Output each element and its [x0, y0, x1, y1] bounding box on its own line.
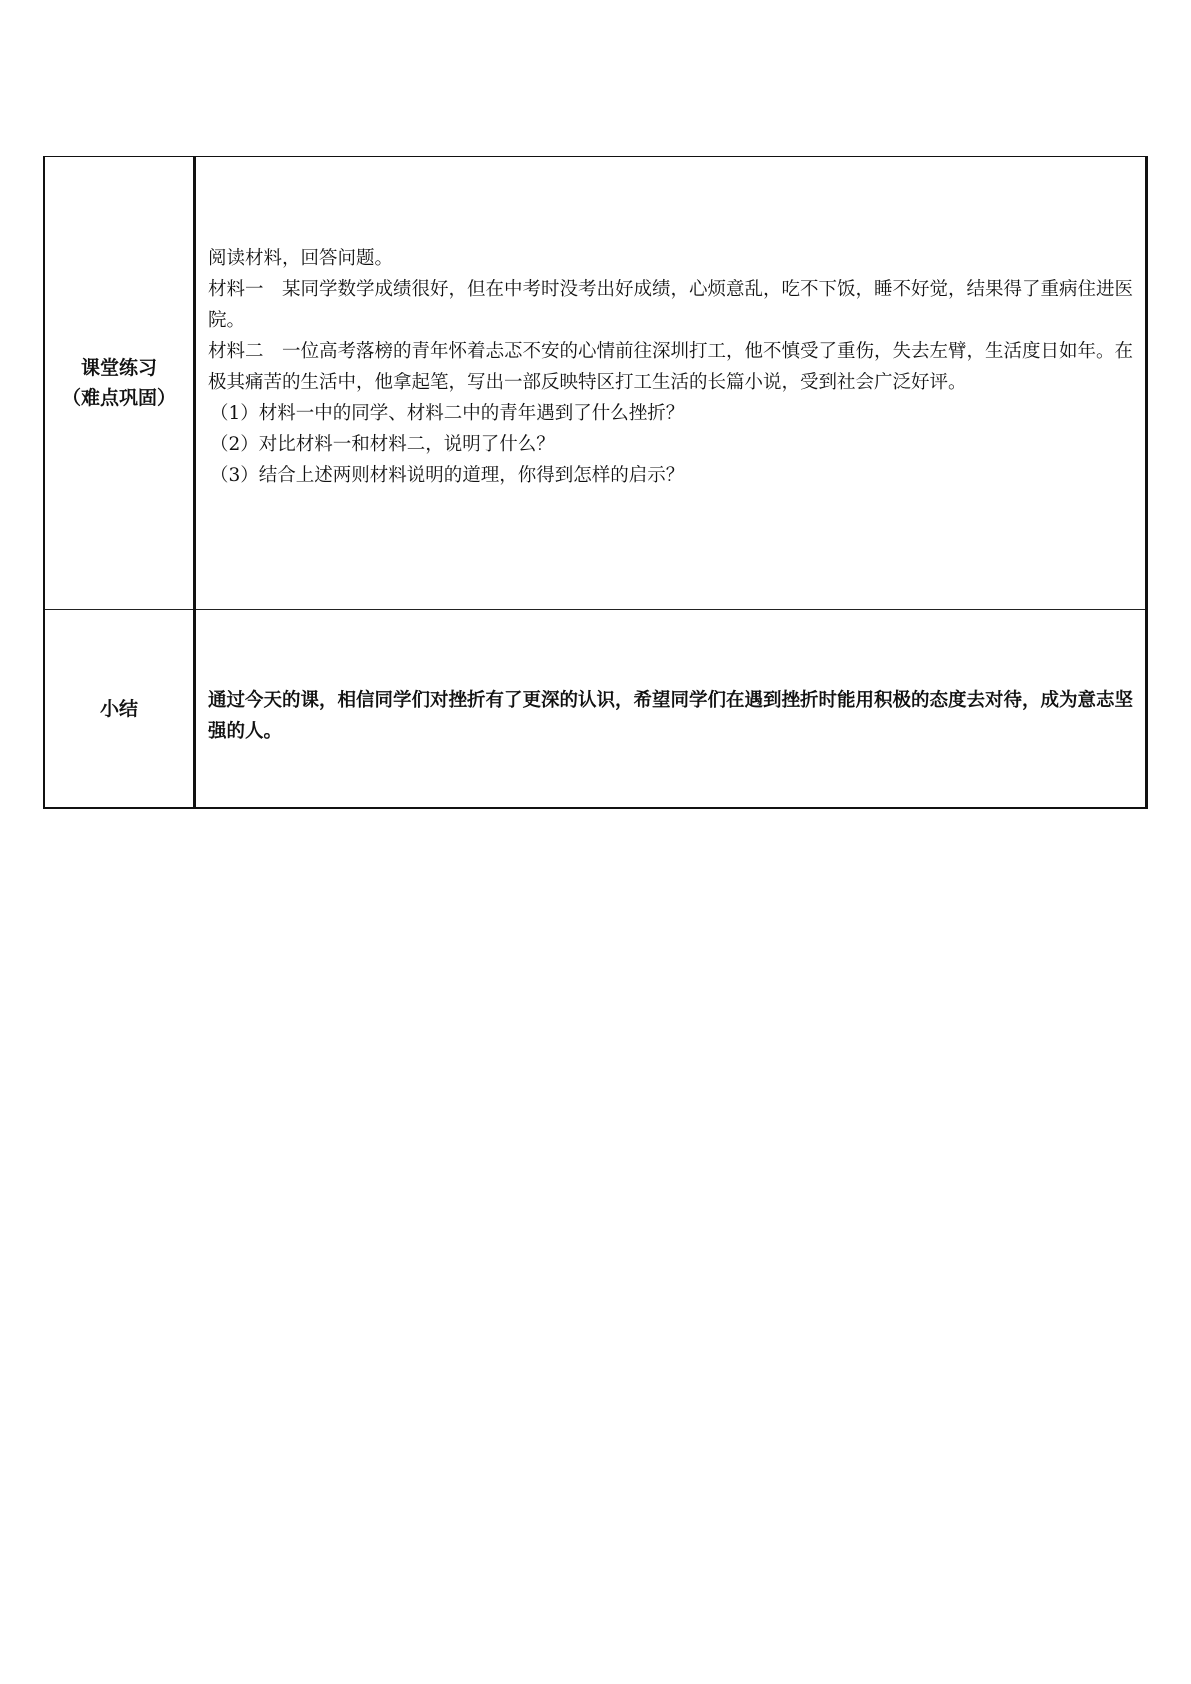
summary-content: [208, 671, 1133, 747]
table-row-summary: [44, 610, 1147, 809]
summary-content-cell: [195, 610, 1147, 809]
material-one: 材料一 某同学数学成绩很好，但在中考时没考出好成绩，心烦意乱，吃不下饭，睡不好觉，结果得了重病住进医院。: [208, 279, 1134, 331]
lesson-table: [43, 156, 1148, 809]
exercise-label-cell: [44, 157, 195, 610]
question-1: （1）材料一中的同学、材料二中的青年遇到了什么挫折？: [210, 403, 685, 424]
material-two: 材料二 一位高考落榜的青年怀着忐忑不安的心情前往深圳打工，他不慎受了重伤，失去左臂，生活度日如年。在极其痛苦的生活中，他拿起笔，写出一部反映特区打工生活的长篇小说，受到社会广泛好评。: [208, 341, 1134, 393]
exercise-intro: 阅读材料，回答问题。: [208, 248, 394, 269]
question-3: （3）结合上述两则材料说明的道理，你得到怎样的启示？: [210, 465, 685, 486]
summary-text: 通过今天的课，相信同学们对挫折有了更深的认识，希望同学们在遇到挫折时能用积极的态度去对待，成为意志坚强的人。: [208, 689, 1134, 742]
question-2: （2）对比材料一和材料二，说明了什么？: [210, 434, 555, 455]
exercise-label-subtitle: （难点巩固）: [61, 387, 176, 409]
summary-label-cell: [44, 610, 195, 809]
exercise-label-title: 课堂练习: [80, 357, 157, 379]
exercise-content-cell: [195, 157, 1147, 610]
exercise-content: [208, 165, 1133, 601]
summary-label-title: 小结: [99, 697, 138, 720]
table-row-exercise: [44, 157, 1147, 610]
